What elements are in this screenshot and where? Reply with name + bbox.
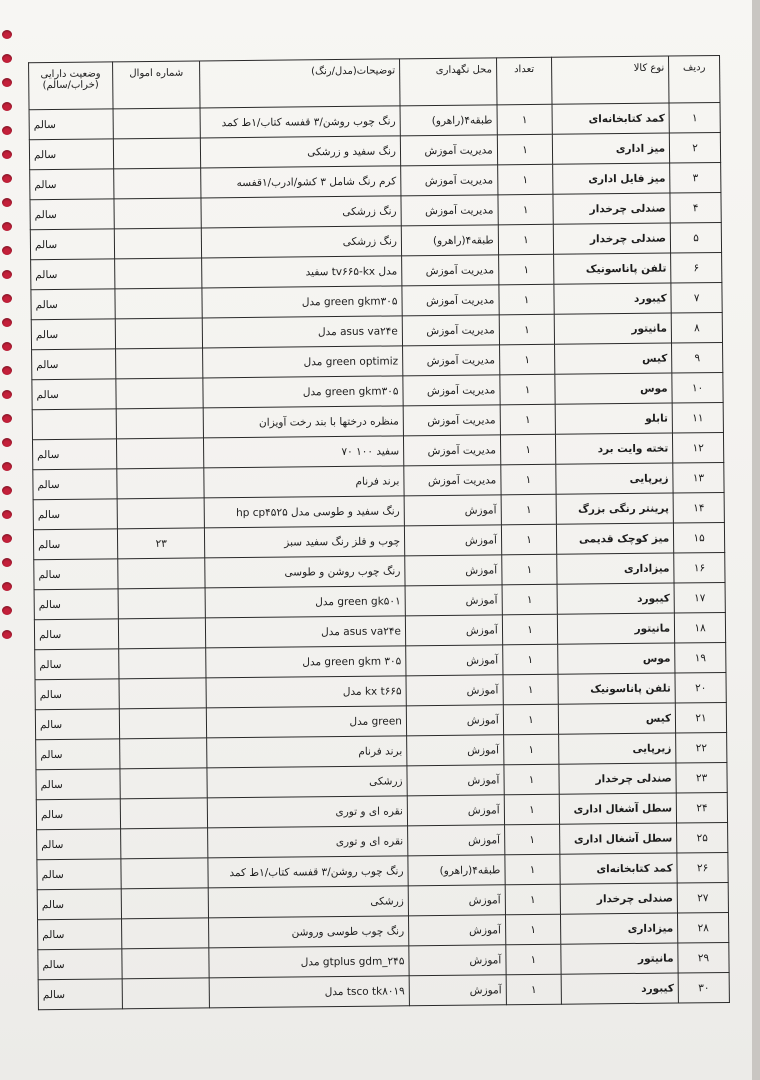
row-number-cell: ۸ bbox=[671, 312, 722, 343]
binder-hole bbox=[2, 390, 12, 399]
description-cell: رنگ چوب روشن/۳ قفسه کتاب/۱ط کمد bbox=[200, 106, 400, 138]
item-type-cell: کیبورد bbox=[561, 973, 678, 1004]
location-cell: مدیریت آموزش bbox=[401, 195, 498, 226]
binder-hole bbox=[2, 414, 12, 423]
asset-number-cell bbox=[115, 348, 203, 379]
quantity-cell: ۱ bbox=[501, 524, 557, 555]
row-number-cell: ۳۰ bbox=[678, 972, 729, 1003]
row-number-cell: ۱۵ bbox=[674, 522, 725, 553]
quantity-cell: ۱ bbox=[498, 194, 554, 225]
row-number-cell: ۲۵ bbox=[677, 822, 728, 853]
quantity-cell: ۱ bbox=[502, 554, 558, 585]
description-cell: رنگ سفید و زرشکی bbox=[201, 136, 401, 168]
binder-hole bbox=[2, 174, 12, 183]
quantity-cell: ۱ bbox=[498, 254, 554, 285]
asset-number-cell bbox=[120, 828, 208, 859]
binder-holes bbox=[2, 30, 16, 654]
asset-number-cell bbox=[118, 618, 206, 649]
quantity-cell: ۱ bbox=[505, 854, 561, 885]
binder-hole bbox=[2, 582, 12, 591]
item-type-cell: میز اداری bbox=[553, 133, 670, 164]
description-cell: رنگ چوب طوسی وروشن bbox=[209, 916, 409, 948]
quantity-cell: ۱ bbox=[498, 224, 554, 255]
quantity-cell: ۱ bbox=[497, 164, 553, 195]
location-cell: مدیریت آموزش bbox=[403, 405, 500, 436]
asset-number-cell bbox=[119, 708, 207, 739]
description-cell: رنگ چوب روشن/۳ قفسه کتاب/۱ط کمد bbox=[208, 856, 408, 888]
table-header-row bbox=[29, 56, 720, 110]
location-cell: طبقه۴(راهرو) bbox=[400, 105, 497, 136]
item-type-cell: کیبورد bbox=[557, 583, 674, 614]
location-cell: آموزش bbox=[406, 705, 503, 736]
item-type-cell: سطل آشغال اداری bbox=[559, 793, 676, 824]
status-cell: سالم bbox=[30, 229, 114, 260]
quantity-cell: ۱ bbox=[499, 314, 555, 345]
row-number-cell: ۵ bbox=[670, 222, 721, 253]
quantity-cell: ۱ bbox=[500, 404, 556, 435]
asset-number-cell bbox=[120, 768, 208, 799]
binder-hole bbox=[2, 342, 12, 351]
quantity-cell: ۱ bbox=[499, 284, 555, 315]
row-number-cell: ۶ bbox=[671, 252, 722, 283]
asset-number-cell bbox=[117, 468, 205, 499]
status-cell: سالم bbox=[37, 889, 121, 920]
binder-hole bbox=[2, 150, 12, 159]
location-cell: آموزش bbox=[406, 645, 503, 676]
location-cell: مدیریت آموزش bbox=[401, 165, 498, 196]
quantity-cell: ۱ bbox=[497, 104, 553, 135]
description-cell: برند فرنام bbox=[207, 736, 407, 768]
row-number-cell: ۲۲ bbox=[676, 732, 727, 763]
description-cell: green gk۵۰۱ مدل bbox=[206, 586, 406, 618]
description-cell: asus va۲۴e مدل bbox=[203, 316, 403, 348]
location-cell: آموزش bbox=[408, 825, 505, 856]
quantity-cell: ۱ bbox=[502, 584, 558, 615]
quantity-cell: ۱ bbox=[502, 614, 558, 645]
status-cell: سالم bbox=[29, 139, 113, 170]
status-cell: سالم bbox=[33, 469, 117, 500]
status-cell: سالم bbox=[31, 259, 115, 290]
asset-number-cell bbox=[114, 228, 202, 259]
item-type-cell: سطل آشغال اداری bbox=[560, 823, 677, 854]
row-number-cell: ۴ bbox=[670, 192, 721, 223]
item-type-cell: زیرپایی bbox=[556, 463, 673, 494]
quantity-cell: ۱ bbox=[499, 344, 555, 375]
item-type-cell: کیس bbox=[558, 703, 675, 734]
location-cell: آموزش bbox=[406, 675, 503, 706]
binder-hole bbox=[2, 30, 12, 39]
quantity-cell: ۱ bbox=[501, 464, 557, 495]
description-cell: رنگ زرشکی bbox=[202, 226, 402, 258]
item-type-cell: مانیتور bbox=[554, 313, 671, 344]
row-number-cell: ۹ bbox=[672, 342, 723, 373]
row-number-cell: ۲۷ bbox=[677, 882, 728, 913]
item-type-cell: کمد کتابخانه‌ای bbox=[552, 103, 669, 134]
description-cell: نقره ای و توری bbox=[208, 826, 408, 858]
location-cell: مدیریت آموزش bbox=[404, 465, 501, 496]
asset-number-cell bbox=[113, 108, 201, 139]
binder-hole bbox=[2, 318, 12, 327]
location-cell: مدیریت آموزش bbox=[400, 135, 497, 166]
description-cell: رنگ زرشکی bbox=[201, 196, 401, 228]
asset-number-cell bbox=[115, 288, 203, 319]
row-number-cell: ۲ bbox=[669, 133, 720, 164]
row-number-cell: ۱۷ bbox=[674, 582, 725, 613]
location-cell: آموزش bbox=[409, 975, 506, 1006]
asset-number-cell bbox=[114, 198, 202, 229]
description-cell: رنگ سفید و طوسی مدل hp cp۴۵۲۵ bbox=[205, 496, 405, 528]
location-cell: مدیریت آموزش bbox=[402, 345, 499, 376]
asset-number-cell bbox=[119, 738, 207, 769]
status-cell: سالم bbox=[38, 919, 122, 950]
quantity-cell: ۱ bbox=[500, 434, 556, 465]
row-number-cell: ۱۴ bbox=[673, 492, 724, 523]
description-cell: green gkm ۳۰۵ مدل bbox=[206, 646, 406, 678]
asset-number-cell bbox=[121, 918, 209, 949]
item-type-cell: صندلی چرخدار bbox=[560, 883, 677, 914]
item-type-cell: موس bbox=[555, 373, 672, 404]
quantity-cell: ۱ bbox=[504, 824, 560, 855]
status-cell: سالم bbox=[30, 169, 114, 200]
item-type-cell: میز کوچک قدیمی bbox=[557, 523, 674, 554]
binder-hole bbox=[2, 78, 12, 87]
status-cell: سالم bbox=[31, 319, 115, 350]
location-cell: آموزش bbox=[408, 885, 505, 916]
item-type-cell: صندلی چرخدار bbox=[553, 223, 670, 254]
quantity-cell: ۱ bbox=[505, 884, 561, 915]
header-quantity: تعداد bbox=[496, 57, 552, 105]
binder-hole bbox=[2, 558, 12, 567]
description-cell: gtplus gdm_۲۴۵ مدل bbox=[209, 946, 409, 978]
binder-hole bbox=[2, 438, 12, 447]
status-cell: سالم bbox=[29, 109, 113, 140]
asset-number-cell: ۲۳ bbox=[117, 528, 205, 559]
asset-number-cell bbox=[121, 858, 209, 889]
status-cell: سالم bbox=[35, 679, 119, 710]
quantity-cell: ۱ bbox=[505, 914, 561, 945]
binder-hole bbox=[2, 246, 12, 255]
asset-number-cell bbox=[114, 258, 202, 289]
quantity-cell: ۱ bbox=[501, 494, 557, 525]
item-type-cell: تلفن پاناسونیک bbox=[554, 253, 671, 284]
location-cell: آموزش bbox=[405, 615, 502, 646]
location-cell: آموزش bbox=[404, 495, 501, 526]
status-cell: سالم bbox=[33, 499, 117, 530]
location-cell: مدیریت آموزش bbox=[402, 285, 499, 316]
header-asset-number: شماره اموال bbox=[112, 61, 200, 109]
status-cell: سالم bbox=[34, 559, 118, 590]
status-cell: سالم bbox=[32, 379, 116, 410]
item-type-cell: صندلی چرخدار bbox=[553, 193, 670, 224]
location-cell: آموزش bbox=[407, 735, 504, 766]
row-number-cell: ۲۰ bbox=[675, 672, 726, 703]
status-cell: سالم bbox=[34, 619, 118, 650]
description-cell: کرم رنگ شامل ۳ کشو/ادرب/۱قفسه bbox=[201, 166, 401, 198]
quantity-cell: ۱ bbox=[503, 734, 559, 765]
item-type-cell: میزاداری bbox=[557, 553, 674, 584]
asset-number-cell bbox=[118, 558, 206, 589]
binder-hole bbox=[2, 510, 12, 519]
binder-hole bbox=[2, 54, 12, 63]
item-type-cell: تلفن پاناسونیک bbox=[558, 673, 675, 704]
description-cell: رنگ چوب روشن و طوسی bbox=[205, 556, 405, 588]
location-cell: آموزش bbox=[405, 585, 502, 616]
row-number-cell: ۲۳ bbox=[676, 762, 727, 793]
status-cell: سالم bbox=[36, 739, 120, 770]
header-asset-status: وضعیت دارایی (خراب/سالم) bbox=[29, 62, 113, 110]
description-cell: green gkm۳۰۵ مدل bbox=[202, 286, 402, 318]
row-number-cell: ۲۹ bbox=[678, 942, 729, 973]
status-cell: سالم bbox=[35, 649, 119, 680]
description-cell: برند فرنام bbox=[204, 466, 404, 498]
description-cell: green optimiz مدل bbox=[203, 346, 403, 378]
binder-hole bbox=[2, 606, 12, 615]
description-cell: kx t۶۶۵ مدل bbox=[206, 676, 406, 708]
quantity-cell: ۱ bbox=[497, 134, 553, 165]
description-cell: tsco tk۸۰۱۹ مدل bbox=[210, 976, 410, 1008]
location-cell: طبقه۴(راهرو) bbox=[401, 225, 498, 256]
asset-number-cell bbox=[118, 588, 206, 619]
status-cell: سالم bbox=[38, 949, 122, 980]
location-cell: مدیریت آموزش bbox=[402, 315, 499, 346]
item-type-cell: میزاداری bbox=[561, 913, 678, 944]
location-cell: طبقه۴(راهرو) bbox=[408, 855, 505, 886]
row-number-cell: ۷ bbox=[671, 282, 722, 313]
status-cell: سالم bbox=[36, 769, 120, 800]
quantity-cell: ۱ bbox=[502, 644, 558, 675]
location-cell: مدیریت آموزش bbox=[403, 435, 500, 466]
row-number-cell: ۱۹ bbox=[675, 642, 726, 673]
location-cell: مدیریت آموزش bbox=[403, 375, 500, 406]
inventory-table bbox=[28, 55, 730, 1010]
asset-number-cell bbox=[118, 648, 206, 679]
location-cell: آموزش bbox=[408, 915, 505, 946]
description-cell: زرشکی bbox=[209, 886, 409, 918]
row-number-cell: ۱۸ bbox=[674, 612, 725, 643]
row-number-cell: ۱ bbox=[669, 103, 720, 134]
item-type-cell: کیبورد bbox=[554, 283, 671, 314]
item-type-cell: میز فایل اداری bbox=[553, 163, 670, 194]
description-cell: asus va۲۴e مدل bbox=[206, 616, 406, 648]
binder-hole bbox=[2, 198, 12, 207]
asset-number-cell bbox=[115, 318, 203, 349]
status-cell: سالم bbox=[32, 349, 116, 380]
status-cell: سالم bbox=[37, 829, 121, 860]
location-cell: مدیریت آموزش bbox=[402, 255, 499, 286]
binder-hole bbox=[2, 126, 12, 135]
quantity-cell: ۱ bbox=[503, 674, 559, 705]
binder-hole bbox=[2, 222, 12, 231]
asset-number-cell bbox=[122, 948, 210, 979]
location-cell: آموزش bbox=[404, 525, 501, 556]
description-cell: green مدل bbox=[207, 706, 407, 738]
item-type-cell: صندلی چرخدار bbox=[559, 763, 676, 794]
quantity-cell: ۱ bbox=[506, 974, 562, 1005]
quantity-cell: ۱ bbox=[504, 764, 560, 795]
row-number-cell: ۲۴ bbox=[676, 792, 727, 823]
status-cell: سالم bbox=[33, 529, 117, 560]
row-number-cell: ۲۸ bbox=[678, 912, 729, 943]
binder-hole bbox=[2, 294, 12, 303]
asset-number-cell bbox=[120, 798, 208, 829]
status-cell: سالم bbox=[38, 979, 122, 1010]
asset-number-cell bbox=[116, 378, 204, 409]
binder-hole bbox=[2, 534, 12, 543]
location-cell: آموزش bbox=[409, 945, 506, 976]
header-row-number: ردیف bbox=[669, 56, 720, 104]
row-number-cell: ۱۳ bbox=[673, 462, 724, 493]
row-number-cell: ۳ bbox=[670, 162, 721, 193]
asset-number-cell bbox=[113, 168, 201, 199]
status-cell bbox=[32, 409, 116, 440]
location-cell: آموزش bbox=[407, 795, 504, 826]
item-type-cell: کیس bbox=[555, 343, 672, 374]
row-number-cell: ۱۱ bbox=[672, 402, 723, 433]
asset-number-cell bbox=[116, 438, 204, 469]
description-cell: منظره درختها با بند رخت آویزان bbox=[204, 406, 404, 438]
binder-hole bbox=[2, 462, 12, 471]
asset-number-cell bbox=[113, 138, 201, 169]
binder-hole bbox=[2, 102, 12, 111]
binder-hole bbox=[2, 630, 12, 639]
description-cell: زرشکی bbox=[207, 766, 407, 798]
description-cell: green gkm۳۰۵ مدل bbox=[203, 376, 403, 408]
binder-hole bbox=[2, 366, 12, 375]
description-cell: نقره ای و توری bbox=[208, 796, 408, 828]
row-number-cell: ۲۱ bbox=[675, 702, 726, 733]
row-number-cell: ۱۲ bbox=[673, 432, 724, 463]
location-cell: آموزش bbox=[405, 555, 502, 586]
header-item-type: نوع کالا bbox=[552, 56, 669, 104]
description-cell: سفید ۱۰۰ ۷۰ bbox=[204, 436, 404, 468]
item-type-cell: مانیتور bbox=[558, 613, 675, 644]
header-location: محل نگهداری bbox=[399, 58, 496, 106]
header-description: توضیحات(مدل/رنگ) bbox=[200, 59, 400, 108]
quantity-cell: ۱ bbox=[503, 704, 559, 735]
status-cell: سالم bbox=[37, 859, 121, 890]
status-cell: سالم bbox=[34, 589, 118, 620]
item-type-cell: تابلو bbox=[555, 403, 672, 434]
row-number-cell: ۲۶ bbox=[677, 852, 728, 883]
item-type-cell: زیرپایی bbox=[559, 733, 676, 764]
description-cell: چوب و فلز رنگ سفید سبز bbox=[205, 526, 405, 558]
asset-number-cell bbox=[119, 678, 207, 709]
binder-hole bbox=[2, 486, 12, 495]
status-cell: سالم bbox=[30, 199, 114, 230]
table-row bbox=[38, 972, 729, 1009]
quantity-cell: ۱ bbox=[504, 794, 560, 825]
item-type-cell: پرینتر رنگی بزرگ bbox=[556, 493, 673, 524]
location-cell: آموزش bbox=[407, 765, 504, 796]
item-type-cell: کمد کتابخانه‌ای bbox=[560, 853, 677, 884]
row-number-cell: ۱۰ bbox=[672, 372, 723, 403]
status-cell: سالم bbox=[32, 439, 116, 470]
item-type-cell: مانیتور bbox=[561, 943, 678, 974]
asset-number-cell bbox=[116, 408, 204, 439]
asset-number-cell bbox=[122, 978, 210, 1009]
status-cell: سالم bbox=[35, 709, 119, 740]
row-number-cell: ۱۶ bbox=[674, 552, 725, 583]
binder-hole bbox=[2, 270, 12, 279]
status-cell: سالم bbox=[36, 799, 120, 830]
item-type-cell: موس bbox=[558, 643, 675, 674]
quantity-cell: ۱ bbox=[500, 374, 556, 405]
quantity-cell: ۱ bbox=[506, 944, 562, 975]
table-body bbox=[29, 103, 729, 1010]
status-cell: سالم bbox=[31, 289, 115, 320]
asset-number-cell bbox=[117, 498, 205, 529]
item-type-cell: تخته وایت برد bbox=[556, 433, 673, 464]
description-cell: مدل tv۶۶۵-kx سفید bbox=[202, 256, 402, 288]
asset-number-cell bbox=[121, 888, 209, 919]
